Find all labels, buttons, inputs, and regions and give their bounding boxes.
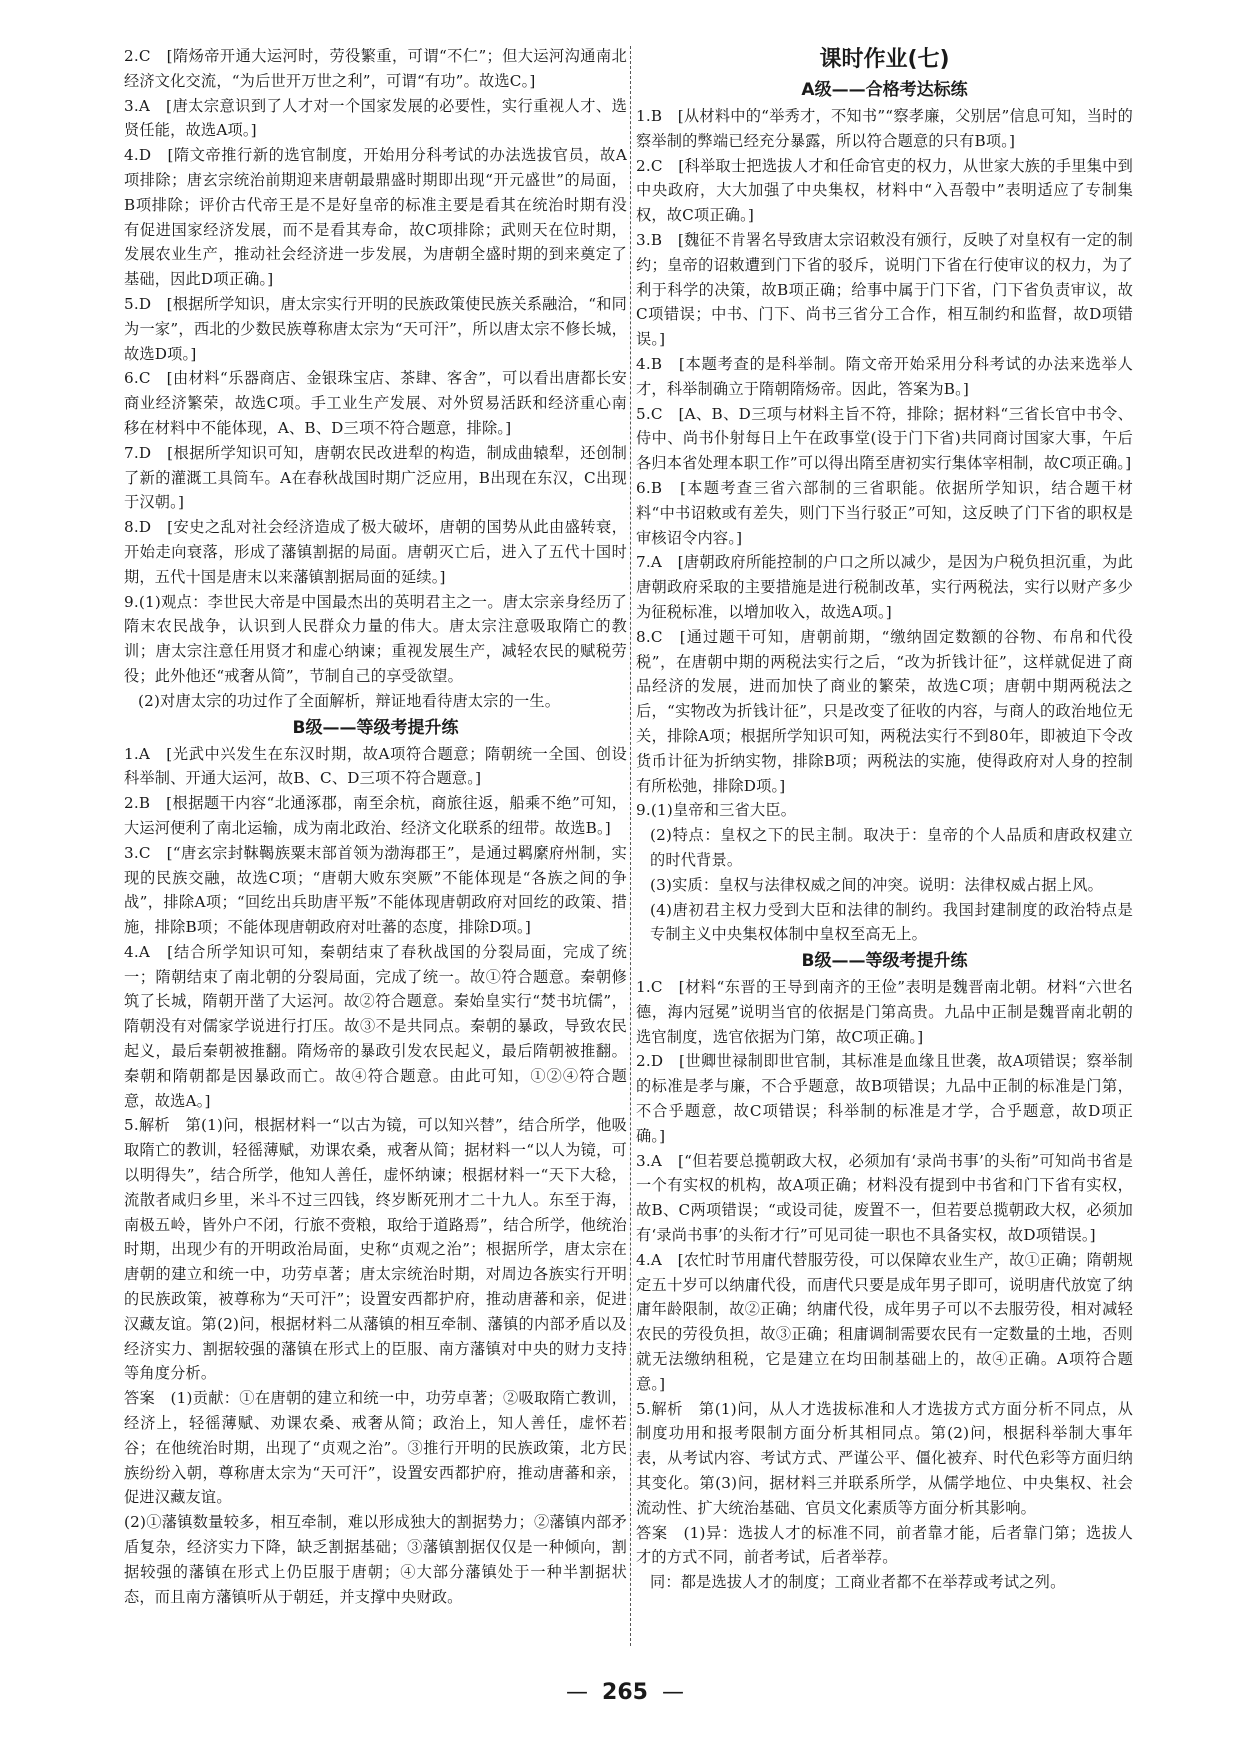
answer-item: 9.(1)观点：李世民大帝是中国最杰出的英明君主之一。唐太宗亲身经历了隋末农民战争，认识到人民群众力量的伟大。唐太宗注意吸取隋亡的教训；唐太宗注意任用贤才和虚心纳谏；重视发展生产，减轻农民的赋税劳役；此外他还“戒奢从简”，节制自己的享受欲望。 — [124, 592, 627, 685]
answer-item: 5.解析 第(1)问，从人才选拔标准和人才选拔方式方面分析不同点，从制度功用和报考限制方面分析其相同点。第(2)问，根据科举制大事年表，从考试内容、考试方式、严谨公平、僵化被弃、时代色彩等方面归纳其变化。第(3)问，据材料三并联系所学，从儒学地位、中央集权、社会流动性、扩大统治基础、官员文化素质等方面分析其影响。 — [636, 1399, 1133, 1517]
answer-item: 2.D [世卿世禄制即世官制，其标准是血缘且世袭，故A项错误；察举制的标准是孝与廉，不合乎题意，故B项错误；九品中正制的标准是门第，不合乎题意，故C项错误；科举制的标准是才学，合乎题意，故D项正确。] — [636, 1052, 1133, 1145]
section-heading: B级——等级考提升练 — [801, 951, 968, 972]
answer-item: (2)对唐太宗的功过作了全面解析，辩证地看待唐太宗的一生。 — [138, 691, 561, 710]
answer-item: 2.B [根据题干内容“北通涿郡，南至余杭，商旅往返，船乘不绝”可知，大运河便利了南北运输，成为南北政治、经济文化联系的纽带。故选B。] — [124, 794, 627, 837]
answer-item: 4.D [隋文帝推行新的选官制度，开始用分科考试的办法选拔官员，故A项排除；唐玄宗统治前期迎来唐朝最鼎盛时期即出现“开元盛世”的局面，B项排除；评价古代帝王是不是好皇帝的标准主要是看其在统治时期有没有促进国家经济发展，而不是看其寿命，故C项排除；武则天在位时期，发展农业生产，推动社会经济进一步发展，为唐朝全盛时期的到来奠定了基础，因此D项正确。] — [124, 146, 627, 289]
answer-item: 5.解析 第(1)问，根据材料一“以古为镜，可以知兴替”，结合所学，他吸取隋亡的教训，轻徭薄赋，劝课农桑，戒奢从简；据材料一“以人为镜，可以明得失”，结合所学，他知人善任，虚怀纳谏；根据材料一“天下大稔，流散者咸归乡里，米斗不过三四钱，终岁断死刑才二十九人。东至于海，南极五岭，皆外户不闭，行旅不赍粮，取给于道路焉”，结合所学，他统治时期，出现少有的开明政治局面，史称“贞观之治”；根据所学，唐太宗在唐朝的建立和统一中，功劳卓著；唐太宗统治时期，对周边各族实行开明的民族政策，被尊称为“天可汗”；设置安西都护府，推动唐蕃和亲，促进汉藏友谊。第(2)问，根据材料二从藩镇的相互牵制、藩镇的内部矛盾以及经济实力、割据较强的藩镇在形式上的臣服、南方藩镇对中央的财力支持等角度分析。 — [124, 1116, 627, 1383]
page-number-dash-left: — — [566, 1680, 589, 1705]
section-heading: B级——等级考提升练 — [292, 717, 459, 738]
answer-item: 6.B [本题考查三省六部制的三省职能。依据所学知识，结合题干材料“中书诏敕或有差失，则门下当行驳正”可知，这反映了门下省的职权是审核诏令内容。] — [636, 478, 1133, 547]
answer-item: (2)①藩镇数量较多，相互牵制，难以形成独大的割据势力；②藩镇内部矛盾复杂，经济实力下降，缺乏割据基础；③藩镇割据仅仅是一种倾向，割据较强的藩镇在形式上仍臣服于唐朝；④大部分藩镇处于一种半割据状态，而且南方藩镇听从于朝廷，并支撑中央财政。 — [124, 1513, 627, 1606]
answer-item: 5.D [根据所学知识，唐太宗实行开明的民族政策使民族关系融洽，“和同为一家”，西北的少数民族尊称唐太宗为“天可汗”，所以唐太宗不修长城，故选D项。] — [124, 294, 627, 363]
answer-item: 2.C [科举取士把选拔人才和任命官吏的权力，从世家大族的手里集中到中央政府，大大加强了中央集权，材料中“入吾彀中”表明适应了专制集权，故C项正确。] — [636, 156, 1133, 225]
answer-item: 同：都是选拔人才的制度；工商业者都不在举荐或考试之列。 — [650, 1573, 1066, 1592]
answer-item: 3.C [“唐玄宗封靺鞨族粟末部首领为渤海郡王”，是通过羁縻府州制，实现的民族交融，故选C项；“唐朝大败东突厥”不能体现是“各族之间的争战”，排除A项；“回纥出兵助唐平叛”不能体现唐朝政府对回纥的政策、措施，排除B项；不能体现唐朝政府对吐蕃的态度，排除D项。] — [124, 843, 627, 937]
answer-item: 答案 (1)异：选拔人才的标准不同，前者靠才能，后者靠门第；选拔人才的方式不同，前者考试，后者举荐。 — [636, 1523, 1133, 1567]
answer-item: 3.A [“但若要总揽朝政大权，必须加有‘录尚书事’的头衔”可知尚书省是一个有实权的机构，故A项正确；材料没有提到中书省和门下省有实权，故B、C两项错误；“或设司徒，废置不一，但若要总揽朝政大权，必须加有‘录尚书事’的头衔才行”可见司徒一职也不具备实权，故D项错误。] — [636, 1151, 1133, 1245]
answer-item: 7.A [唐朝政府所能控制的户口之所以减少，是因为户税负担沉重，为此唐朝政府采取的主要措施是进行税制改革，实行两税法，实行以财产多少为征税标准，以增加收入，故选A项。] — [636, 553, 1133, 621]
section-heading: A级——合格考达标练 — [801, 80, 968, 100]
answer-item: 1.C [材料“东晋的王导到南齐的王俭”表明是魏晋南北朝。材料“六世名德，海内冠冕”说明当官的依据是门第高贵。九品中正制是魏晋南北朝的选官制度，选官依据为门第，故C项正确。] — [636, 978, 1133, 1046]
answer-item: 9.(1)皇帝和三省大臣。 — [636, 801, 797, 820]
answer-item: 6.C [由材料“乐器商店、金银珠宝店、茶肆、客舍”，可以看出唐都长安商业经济繁荣，故选C项。手工业生产发展、对外贸易活跃和经济重心南移在材料中不能体现，A、B、D三项不符合题意，排除。] — [124, 369, 627, 437]
answer-item: (4)唐初君主权力受到大臣和法律的制约。我国封建制度的政治特点是专制主义中央集权体制中皇权至高无上。 — [650, 900, 1133, 944]
column-divider — [630, 46, 631, 1646]
page-number-value: 265 — [602, 1680, 648, 1705]
right-column — [636, 44, 1133, 1595]
answer-item: 3.B [魏征不肯署名导致唐太宗诏敕没有颁行，反映了对皇权有一定的制约；皇帝的诏敕遭到门下省的驳斥，说明门下省在行使审议的权力，为了利于科学的决策，故B项正确；给事中属于门下省，门下省负责审议，故C项错误；中书、门下、尚书三省分工合作，相互制约和监督，故D项错误。] — [636, 230, 1133, 349]
answer-item: 3.A [唐太宗意识到了人才对一个国家发展的必要性，实行重视人才、选贤任能，故选A项。] — [124, 96, 627, 140]
answer-item: 8.D [安史之乱对社会经济造成了极大破坏，唐朝的国势从此由盛转衰，开始走向衰落，形成了藩镇割据的局面。唐朝灭亡后，进入了五代十国时期，五代十国是唐末以来藩镇割据局面的延续。] — [124, 518, 627, 586]
answer-item: 答案 (1)贡献：①在唐朝的建立和统一中，功劳卓著；②吸取隋亡教训，经济上，轻徭薄赋、劝课农桑、戒奢从简；政治上，知人善任，虚怀若谷；在他统治时期，出现了“贞观之治”。③推行开明的民族政策，北方民族纷纷入朝，尊称唐太宗为“天可汗”，设置安西都护府，推动唐蕃和亲，促进汉藏友谊。 — [124, 1389, 627, 1507]
answer-item: (2)特点：皇权之下的民主制。取决于：皇帝的个人品质和唐政权建立的时代背景。 — [650, 826, 1133, 869]
page-number — [0, 1680, 1250, 1705]
answer-item: 5.C [A、B、D三项与材料主旨不符，排除；据材料“三省长官中书令、侍中、尚书仆射每日上午在政事堂(设于门下省)共同商讨国家大事，午后各归本省处理本职工作”可以得出隋至唐初实行集体宰相制，故C项正确。] — [636, 404, 1133, 473]
answer-item: 1.A [光武中兴发生在东汉时期，故A项符合题意；隋朝统一全国、创设科举制、开通大运河，故B、C、D三项不符合题意。] — [124, 744, 627, 788]
answer-item: 4.A [结合所学知识可知，秦朝结束了春秋战国的分裂局面，完成了统一；隋朝结束了南北朝的分裂局面，完成了统一。故①符合题意。秦朝修筑了长城，隋朝开凿了大运河。故②符合题意。秦始皇实行“焚书坑儒”，隋朝没有对儒家学说进行打压。故③不是共同点。秦朝的暴政，导致农民起义，最后秦朝被推翻。隋炀帝的暴政引发农民起义，最后隋朝被推翻。秦朝和隋朝都是因暴政而亡。故④符合题意。由此可知，①②④符合题意，故选A。] — [124, 942, 627, 1110]
answer-item: 4.A [农忙时节用庸代替服劳役，可以保障农业生产，故①正确；隋朝规定五十岁可以纳庸代役，而唐代只要是成年男子即可，说明唐代放宽了纳庸年龄限制，故②正确；纳庸代役，成年男子可以不去服劳役，相对减轻农民的劳役负担，故③正确；租庸调制需要农民有一定数量的土地，否则就无法缴纳租税，它是建立在均田制基础上的，故④正确。A项符合题意。] — [636, 1250, 1133, 1393]
answer-item: 2.C [隋炀帝开通大运河时，劳役繁重，可谓“不仁”；但大运河沟通南北经济文化交流，“为后世开万世之利”，可谓“有功”。故选C。] — [124, 47, 627, 90]
left-column — [124, 44, 627, 1609]
answer-item: 4.B [本题考查的是科举制。隋文帝开始采用分科考试的办法来选举人才，科举制确立于隋朝隋炀帝。因此，答案为B。] — [636, 354, 1133, 398]
answer-item: 7.D [根据所学知识可知，唐朝农民改进犁的构造，制成曲辕犁，还创制了新的灌溉工具筒车。A在春秋战国时期广泛应用，B出现在东汉，C出现于汉朝。] — [124, 443, 627, 512]
section-title: 课时作业(七) — [819, 47, 950, 72]
page-number-dash-right: — — [661, 1680, 684, 1705]
answer-item: 8.C [通过题干可知，唐朝前期，“缴纳固定数额的谷物、布帛和代役税”，在唐朝中期的两税法实行之后，“改为折钱计征”，这样就促进了商品经济的发展，进而加快了商业的繁荣，故选C项；唐朝中期两税法之后，“实物改为折钱计征”，只是改变了征收的内容，与商人的政治地位无关，排除A项；根据所学知识可知，两税法实行不到80年，即被迫下令改货币计征为折纳实物，排除B项；两税法的实施，使得政府对人身的控制有所松弛，排除D项。] — [636, 627, 1133, 795]
answer-item: 1.B [从材料中的“举秀才，不知书”“察孝廉，父别居”信息可知，当时的察举制的弊端已经充分暴露，所以符合题意的只有B项。] — [636, 107, 1133, 150]
answer-item: (3)实质：皇权与法律权威之间的冲突。说明：法律权威占据上风。 — [650, 875, 1103, 894]
